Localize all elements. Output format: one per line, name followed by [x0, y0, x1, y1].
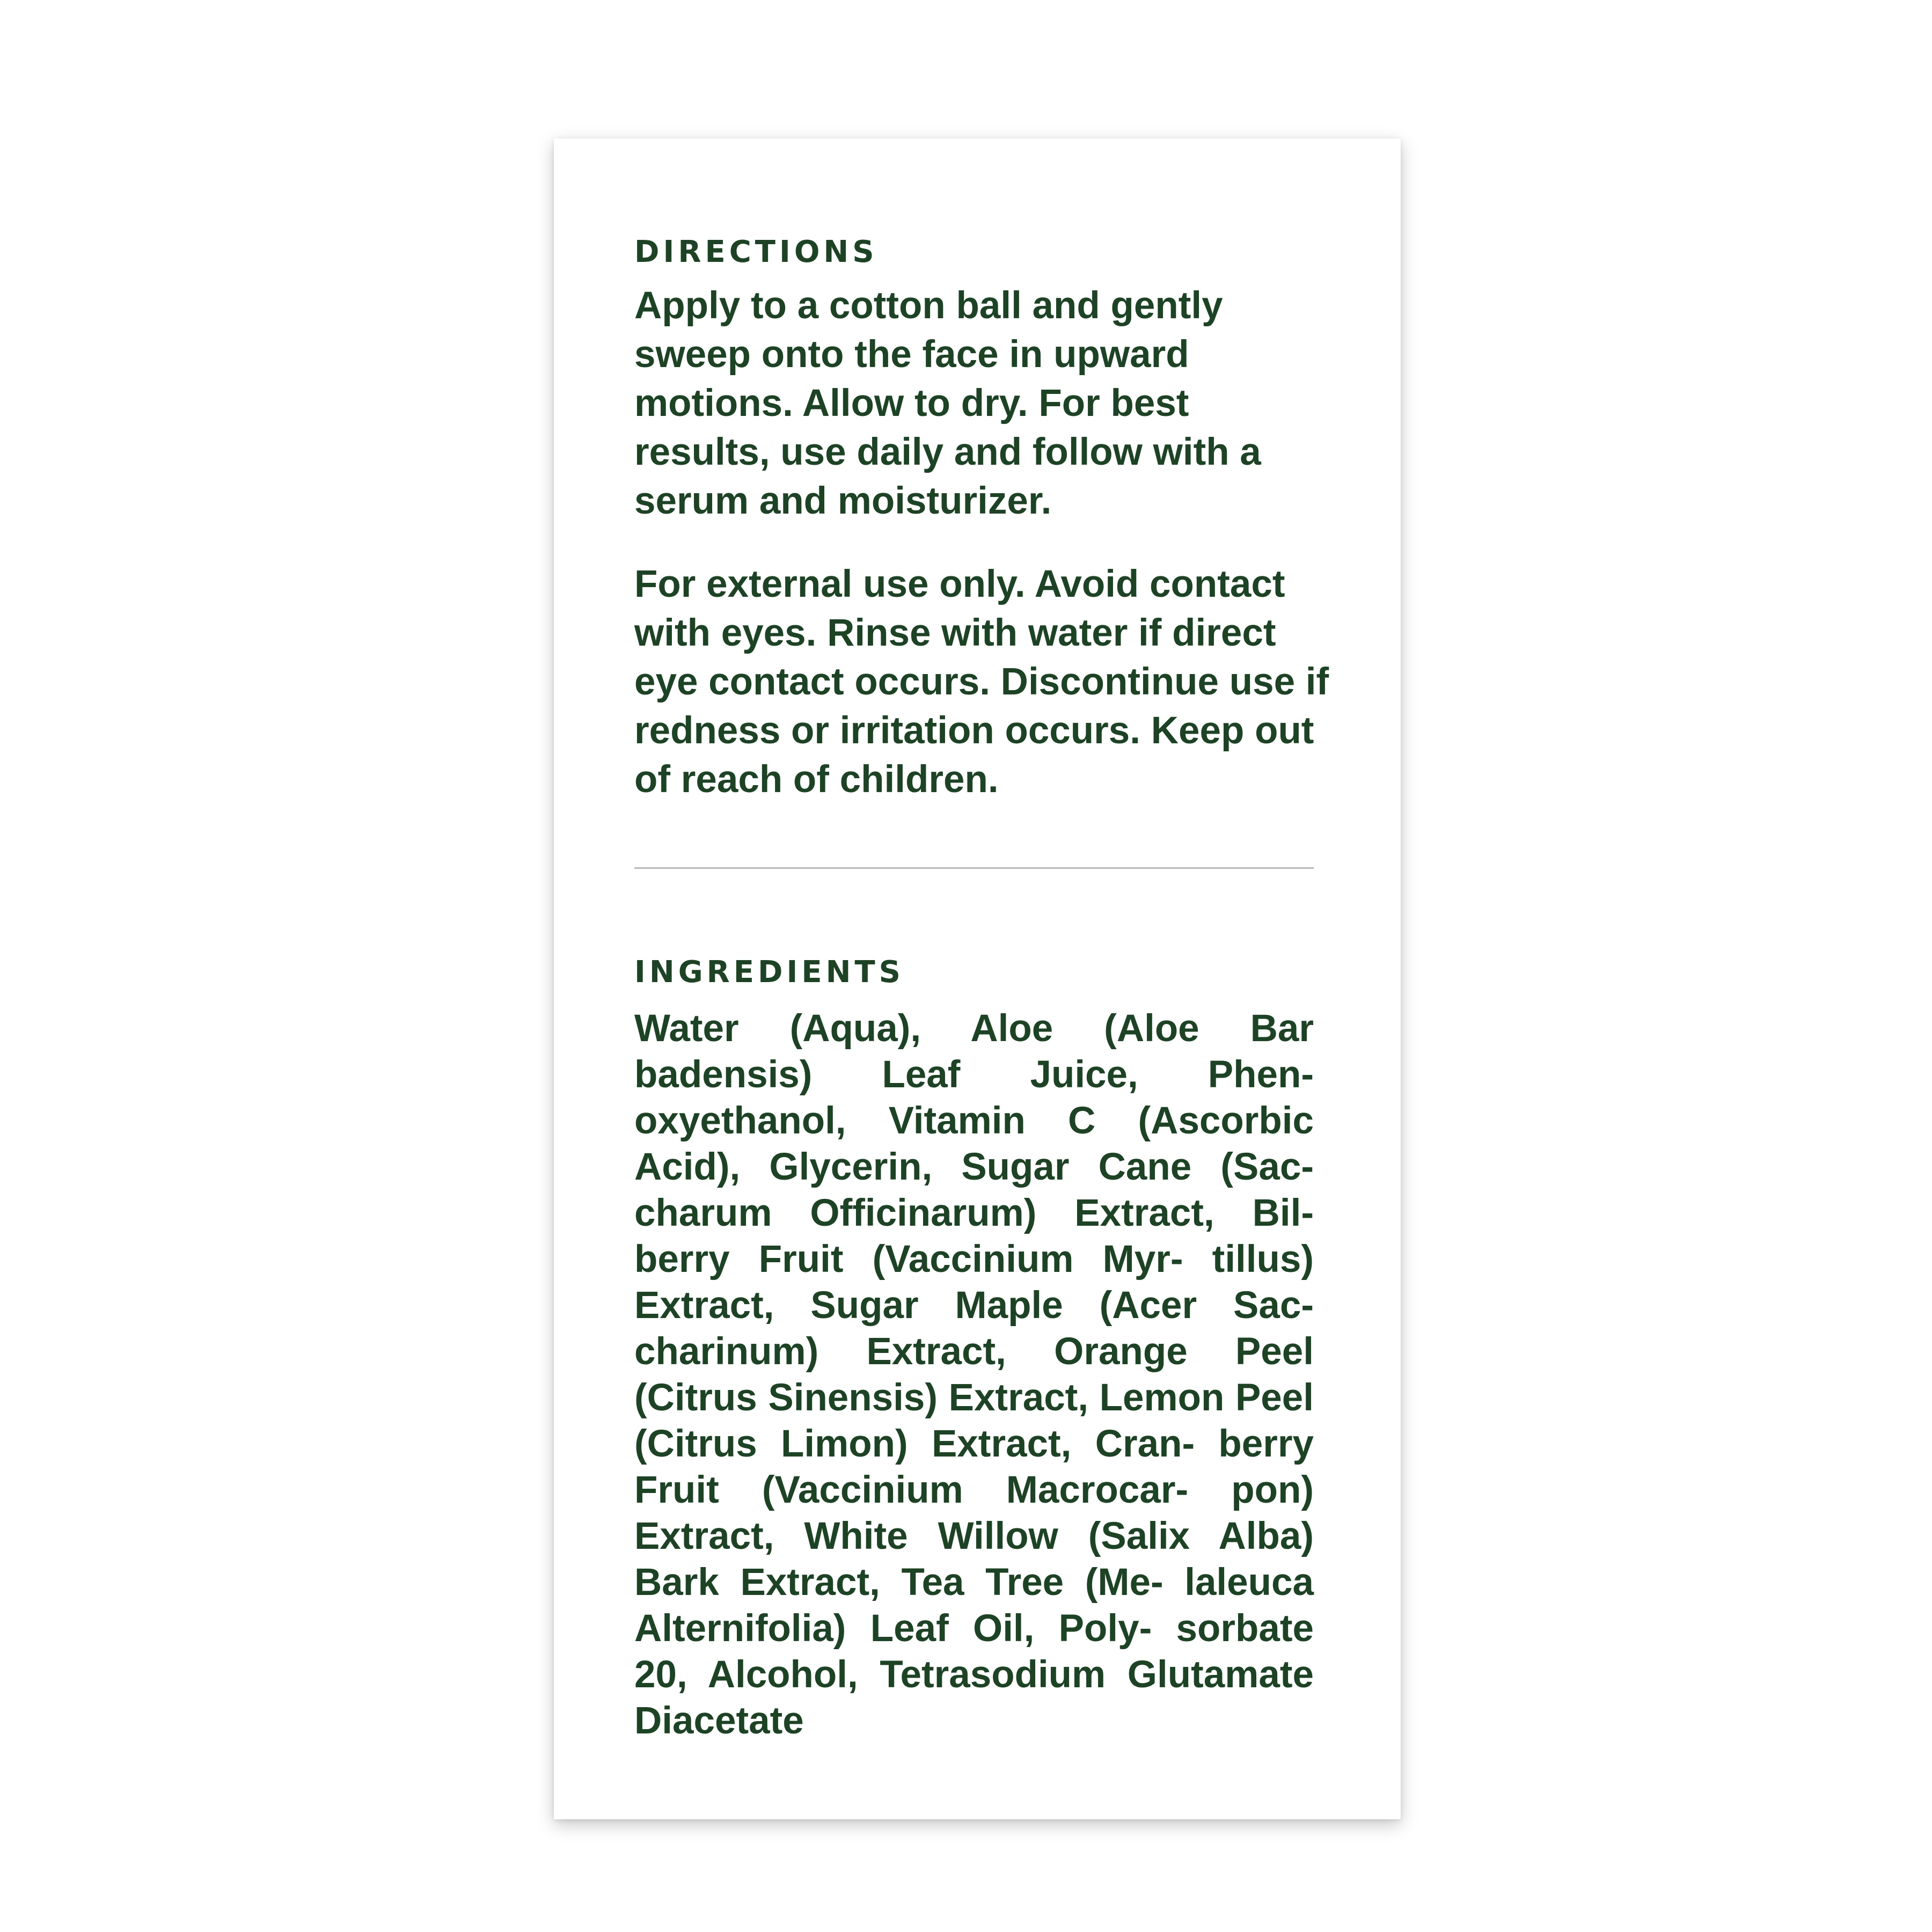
product-label-card [554, 138, 1401, 1819]
directions-section [634, 235, 1329, 804]
ingredients-section [634, 955, 1314, 1744]
ingredients-text: Water (Aqua), Aloe (Aloe Bar badensis) Leaf Juice, Phen- oxyethanol, Vitamin C (Ascorbic Acid), Glycerin, Sugar Cane (Sac- charum Officinarum) Extract, Bil- berry Fruit (Vaccinium Myr- tillus) Extract, Sugar Maple (Acer Sac- charinum) Extract, Orange Peel (Citrus Sinensis) Extract, Lemon Peel (Citrus Limon) Extract, Cran- berry Fruit (Vaccinium Macrocar- pon) Extract, White Willow (Salix Alba) Bark Extract, Tea Tree (Me- laleuca Alternifolia) Leaf Oil, Poly- sorbate 20, Alcohol, Tetrasodium Glutamate Diacetate [634, 1007, 1314, 1742]
section-divider [634, 867, 1314, 869]
ingredients-heading: INGREDIENTS [634, 955, 905, 990]
warning-text: For external use only. Avoid contact with eyes. Rinse with water if direct eye contact occurs. Discontinue use if redness or irritation occurs. Keep out of reach of children. [634, 563, 1329, 801]
directions-text: Apply to a cotton ball and gently sweep onto the face in upward motions. Allow to dry. For best results, use daily and follow with a serum and moisturizer. [634, 284, 1261, 522]
directions-heading: DIRECTIONS [634, 235, 878, 269]
